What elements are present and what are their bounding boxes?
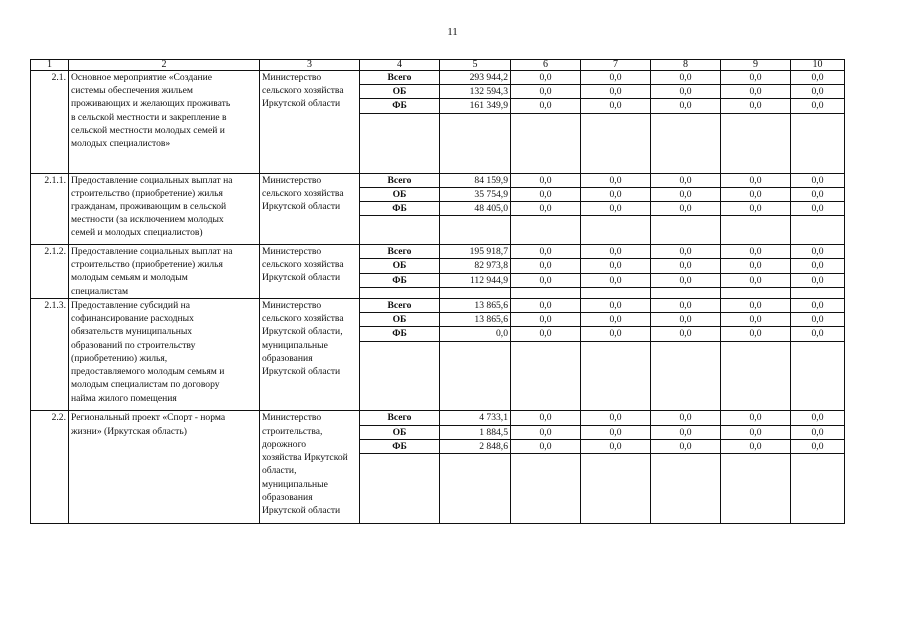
row-title (69, 411, 260, 524)
year-value-cell: 0,0 (651, 273, 721, 287)
table-row (31, 298, 845, 312)
empty-cell (651, 216, 721, 245)
row-title-line: образований по строительству (71, 339, 196, 351)
row-title (69, 71, 260, 174)
year-value-cell: 0,0 (651, 187, 721, 201)
year-value-cell: 0,0 (511, 99, 581, 113)
budget-table (30, 59, 845, 524)
year-value-cell: 0,0 (651, 71, 721, 85)
row-executor-line: сельского хозяйства (262, 85, 344, 97)
table-row (31, 71, 845, 85)
amount-cell: 48 405,0 (440, 201, 511, 215)
row-title-line: молодым семьям и молодым (71, 272, 188, 284)
year-value-cell: 0,0 (581, 259, 651, 273)
year-value-cell: 0,0 (581, 187, 651, 201)
year-value-cell: 0,0 (721, 71, 791, 85)
empty-cell (791, 216, 845, 245)
empty-cell (360, 341, 440, 411)
row-title-line: (приобретению) жилья, (71, 352, 168, 364)
year-value-cell: 0,0 (511, 173, 581, 187)
row-title-line: строительство (приобретение) жилья (71, 187, 223, 199)
row-executor-line: Иркутской области (262, 505, 341, 517)
empty-cell (791, 454, 845, 524)
empty-cell (360, 288, 440, 299)
year-value-cell: 0,0 (651, 259, 721, 273)
year-value-cell: 0,0 (791, 411, 845, 425)
empty-cell (651, 341, 721, 411)
year-value-cell: 0,0 (791, 85, 845, 99)
page-number: 11 (447, 26, 458, 38)
column-number: 5 (440, 60, 511, 71)
empty-cell (360, 216, 440, 245)
empty-cell (791, 288, 845, 299)
row-title-line: в сельской местности и закрепление в (71, 111, 227, 123)
year-value-cell: 0,0 (511, 273, 581, 287)
row-executor-line: хозяйства Иркутской (262, 452, 348, 464)
empty-cell (721, 288, 791, 299)
funding-source: ОБ (360, 85, 440, 99)
year-value-cell: 0,0 (721, 201, 791, 215)
empty-cell (721, 113, 791, 173)
year-value-cell: 0,0 (791, 327, 845, 341)
amount-cell: 13 865,6 (440, 313, 511, 327)
year-value-cell: 0,0 (791, 425, 845, 439)
row-title-line: молодых специалистов» (71, 138, 171, 150)
row-title-line: жизни» (Иркутская область) (71, 425, 187, 437)
amount-cell: 112 944,9 (440, 273, 511, 287)
row-title-line: гражданам, проживающим в сельской (71, 200, 227, 212)
row-title-line: Основное мероприятие «Создание (71, 72, 213, 83)
row-title-line: строительство (приобретение) жилья (71, 259, 223, 271)
year-value-cell: 0,0 (721, 85, 791, 99)
row-code: 2.1.1. (31, 173, 69, 245)
year-value-cell: 0,0 (581, 85, 651, 99)
row-executor (260, 245, 360, 299)
row-title-line: найма жилого помещения (71, 392, 177, 404)
year-value-cell: 0,0 (511, 187, 581, 201)
year-value-cell: 0,0 (581, 71, 651, 85)
year-value-cell: 0,0 (651, 201, 721, 215)
year-value-cell: 0,0 (581, 273, 651, 287)
year-value-cell: 0,0 (791, 71, 845, 85)
year-value-cell: 0,0 (721, 99, 791, 113)
empty-cell (581, 216, 651, 245)
funding-source: Всего (360, 71, 440, 85)
funding-source: Всего (360, 245, 440, 259)
funding-source: Всего (360, 411, 440, 425)
year-value-cell: 0,0 (721, 245, 791, 259)
amount-cell: 195 918,7 (440, 245, 511, 259)
row-code: 2.1. (31, 71, 69, 174)
year-value-cell: 0,0 (721, 313, 791, 327)
row-code: 2.1.2. (31, 245, 69, 299)
row-executor-line: дорожного (262, 438, 307, 450)
row-title-line: проживающих и желающих проживать (71, 98, 231, 110)
empty-cell (651, 454, 721, 524)
empty-cell (440, 113, 511, 173)
year-value-cell: 0,0 (721, 439, 791, 453)
empty-cell (721, 454, 791, 524)
row-title-line: Предоставление социальных выплат на (71, 174, 233, 186)
row-title (69, 298, 260, 411)
empty-cell (511, 288, 581, 299)
year-value-cell: 0,0 (651, 411, 721, 425)
year-value-cell: 0,0 (651, 173, 721, 187)
funding-source: ФБ (360, 99, 440, 113)
year-value-cell: 0,0 (651, 313, 721, 327)
empty-cell (440, 216, 511, 245)
funding-source: Всего (360, 173, 440, 187)
year-value-cell: 0,0 (791, 273, 845, 287)
table-row (31, 173, 845, 187)
row-code: 2.2. (31, 411, 69, 524)
empty-cell (360, 454, 440, 524)
year-value-cell: 0,0 (651, 245, 721, 259)
empty-cell (511, 216, 581, 245)
funding-source: ОБ (360, 425, 440, 439)
year-value-cell: 0,0 (511, 425, 581, 439)
amount-cell: 4 733,1 (440, 411, 511, 425)
row-executor-line: сельского хозяйства (262, 187, 344, 199)
row-executor (260, 411, 360, 524)
row-executor-line: Иркутской области (262, 366, 341, 378)
row-executor-line: Иркутской области (262, 272, 341, 284)
year-value-cell: 0,0 (721, 411, 791, 425)
empty-cell (651, 288, 721, 299)
empty-cell (581, 288, 651, 299)
year-value-cell: 0,0 (791, 201, 845, 215)
year-value-cell: 0,0 (651, 85, 721, 99)
year-value-cell: 0,0 (511, 411, 581, 425)
amount-cell: 13 865,6 (440, 298, 511, 312)
empty-cell (581, 454, 651, 524)
year-value-cell: 0,0 (511, 245, 581, 259)
year-value-cell: 0,0 (511, 298, 581, 312)
row-executor-line: Министерство (262, 174, 322, 186)
funding-source: ФБ (360, 327, 440, 341)
row-title-line: Предоставление субсидий на (71, 299, 190, 311)
year-value-cell: 0,0 (721, 298, 791, 312)
funding-source: Всего (360, 298, 440, 312)
column-number: 2 (69, 60, 260, 71)
year-value-cell: 0,0 (651, 425, 721, 439)
row-executor-line: строительства, (262, 425, 323, 437)
empty-cell (511, 113, 581, 173)
empty-cell (721, 216, 791, 245)
row-executor (260, 71, 360, 174)
row-title-line: Региональный проект «Спорт - норма (71, 412, 226, 424)
table-row (31, 245, 845, 259)
year-value-cell: 0,0 (581, 327, 651, 341)
column-number: 4 (360, 60, 440, 71)
year-value-cell: 0,0 (791, 439, 845, 453)
table-row (31, 411, 845, 425)
year-value-cell: 0,0 (581, 411, 651, 425)
year-value-cell: 0,0 (581, 425, 651, 439)
year-value-cell: 0,0 (581, 201, 651, 215)
funding-source: ФБ (360, 201, 440, 215)
row-title-line: семей и молодых специалистов) (71, 227, 203, 239)
amount-cell: 82 973,8 (440, 259, 511, 273)
amount-cell: 2 848,6 (440, 439, 511, 453)
year-value-cell: 0,0 (791, 187, 845, 201)
year-value-cell: 0,0 (721, 327, 791, 341)
year-value-cell: 0,0 (581, 99, 651, 113)
amount-cell: 293 944,2 (440, 71, 511, 85)
empty-cell (440, 454, 511, 524)
row-executor-line: сельского хозяйства (262, 259, 344, 271)
year-value-cell: 0,0 (511, 327, 581, 341)
row-title-line: обязательств муниципальных (71, 326, 193, 338)
year-value-cell: 0,0 (791, 259, 845, 273)
amount-cell: 35 754,9 (440, 187, 511, 201)
year-value-cell: 0,0 (721, 187, 791, 201)
year-value-cell: 0,0 (581, 245, 651, 259)
year-value-cell: 0,0 (791, 173, 845, 187)
year-value-cell: 0,0 (791, 313, 845, 327)
year-value-cell: 0,0 (511, 259, 581, 273)
row-title-line: специалистам (71, 285, 129, 297)
row-executor (260, 298, 360, 411)
empty-cell (511, 454, 581, 524)
year-value-cell: 0,0 (721, 273, 791, 287)
funding-source: ФБ (360, 439, 440, 453)
row-executor-line: Министерство (262, 412, 322, 424)
empty-cell (440, 341, 511, 411)
amount-cell: 132 594,3 (440, 85, 511, 99)
empty-cell (791, 341, 845, 411)
row-executor-line: Министерство (262, 299, 322, 311)
funding-source: ОБ (360, 259, 440, 273)
row-title-line: системы обеспечения жильем (71, 85, 193, 97)
row-code: 2.1.3. (31, 298, 69, 411)
row-executor-line: образования (262, 491, 313, 503)
year-value-cell: 0,0 (651, 99, 721, 113)
empty-cell (511, 341, 581, 411)
empty-cell (651, 113, 721, 173)
row-executor (260, 173, 360, 245)
amount-cell: 84 159,9 (440, 173, 511, 187)
row-title-line: местности (за исключением молодых (71, 214, 224, 226)
year-value-cell: 0,0 (651, 439, 721, 453)
column-number: 9 (721, 60, 791, 71)
row-title (69, 173, 260, 245)
row-executor-line: муниципальные (262, 339, 328, 351)
year-value-cell: 0,0 (511, 71, 581, 85)
year-value-cell: 0,0 (581, 298, 651, 312)
column-number: 1 (31, 60, 69, 71)
year-value-cell: 0,0 (791, 99, 845, 113)
year-value-cell: 0,0 (511, 201, 581, 215)
year-value-cell: 0,0 (721, 173, 791, 187)
column-number: 10 (791, 60, 845, 71)
funding-source: ОБ (360, 313, 440, 327)
column-number: 3 (260, 60, 360, 71)
row-executor-line: муниципальные (262, 478, 328, 490)
row-executor-line: Иркутской области, (262, 326, 343, 338)
year-value-cell: 0,0 (791, 245, 845, 259)
row-title-line: Предоставление социальных выплат на (71, 246, 233, 257)
row-executor-line: Иркутской области (262, 98, 341, 110)
row-title-line: сельской местности молодых семей и (71, 124, 225, 136)
column-number: 6 (511, 60, 581, 71)
amount-cell: 1 884,5 (440, 425, 511, 439)
row-executor-line: Иркутской области (262, 200, 341, 212)
empty-cell (360, 113, 440, 173)
year-value-cell: 0,0 (721, 259, 791, 273)
row-executor-line: области, (262, 465, 297, 477)
year-value-cell: 0,0 (651, 327, 721, 341)
row-executor-line: Министерство (262, 246, 322, 257)
year-value-cell: 0,0 (511, 439, 581, 453)
row-title-line: софинансирование расходных (71, 313, 194, 325)
empty-cell (440, 288, 511, 299)
empty-cell (581, 341, 651, 411)
year-value-cell: 0,0 (511, 313, 581, 327)
row-title-line: молодым специалистам по договору (71, 379, 220, 391)
year-value-cell: 0,0 (581, 173, 651, 187)
row-title (69, 245, 260, 299)
year-value-cell: 0,0 (511, 85, 581, 99)
funding-source: ОБ (360, 187, 440, 201)
empty-cell (581, 113, 651, 173)
year-value-cell: 0,0 (581, 313, 651, 327)
row-title-line: предоставляемого молодым семьям и (71, 366, 225, 378)
year-value-cell: 0,0 (581, 439, 651, 453)
year-value-cell: 0,0 (791, 298, 845, 312)
column-numbers-row (31, 60, 845, 71)
year-value-cell: 0,0 (721, 425, 791, 439)
empty-cell (721, 341, 791, 411)
amount-cell: 161 349,9 (440, 99, 511, 113)
column-number: 8 (651, 60, 721, 71)
year-value-cell: 0,0 (651, 298, 721, 312)
funding-source: ФБ (360, 273, 440, 287)
row-executor-line: Министерство (262, 72, 322, 83)
column-number: 7 (581, 60, 651, 71)
row-executor-line: образования (262, 352, 313, 364)
amount-cell: 0,0 (440, 327, 511, 341)
empty-cell (791, 113, 845, 173)
row-executor-line: сельского хозяйства (262, 313, 344, 325)
